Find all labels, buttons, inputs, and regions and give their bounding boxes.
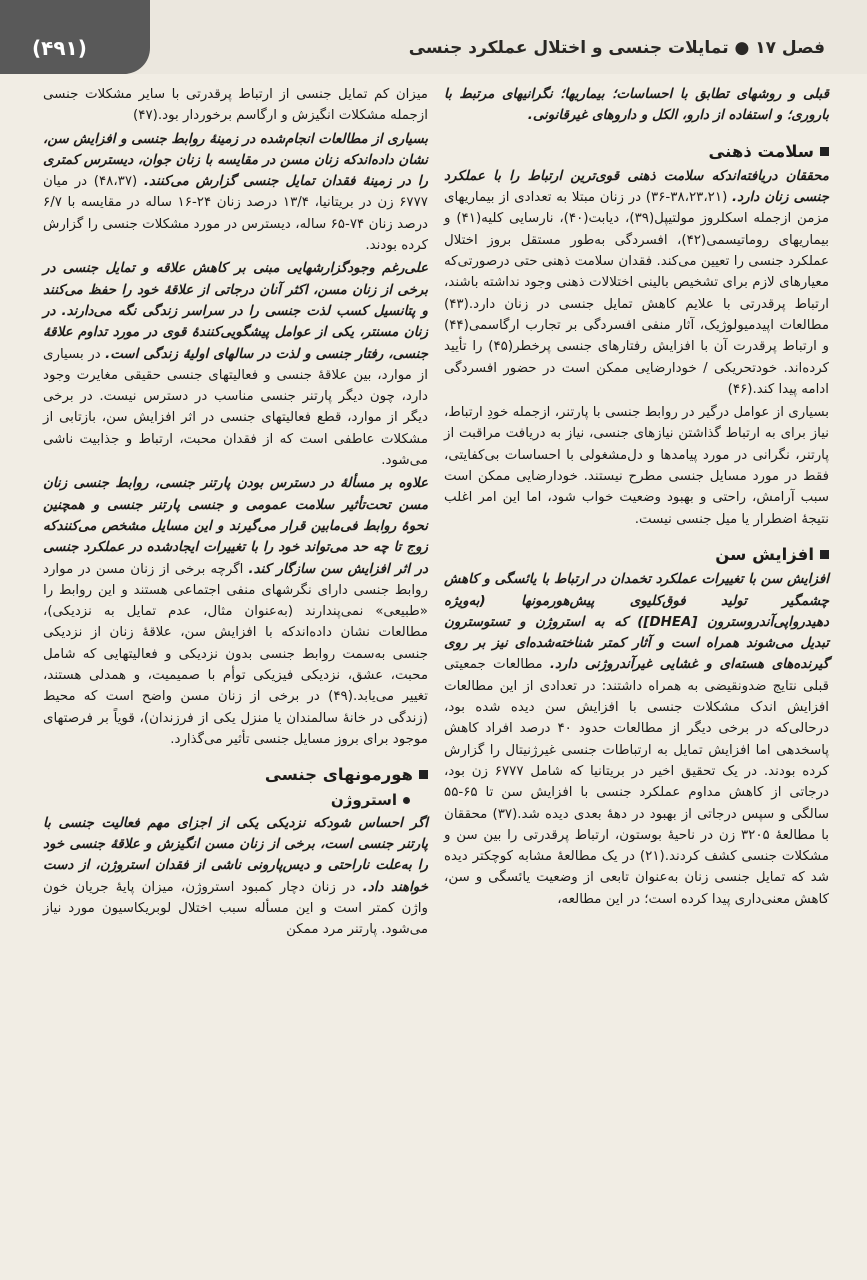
subheading-text: استروژن <box>330 790 397 809</box>
square-bullet-icon <box>820 550 829 559</box>
page-number-tab <box>0 0 150 74</box>
body-text: (۳۸،۲۳،۲۱-۳۶) در زنان مبتلا به تعدادی از بیماریهای مزمن ازجمله اسکلروز مولتیپل(۳۹)، دیابت(۴۰)، نارسایی کلیه(۴۱) و بیماریهای روماتیسمی(۴۲)، افسردگی به‌طور مستقل بروز اختلال عملکرد جنسی را تعیین می‌کند. فقدان سلامت ذهنی حتی درصورتی‌که معیارهای لازم برای تشخیص بالینی اختلالات ذهنی وجود نداشته باشند، ارتباط پرقدرتی با علایم کاهش تمایل جنسی در زنان دارد.(۴۳) مطالعات اپیدمیولوژیک، آثار منفی افسردگی بر تجارب ارگاسمی(۴۴) و ارتباط پرقدرت آن با افزایش رفتارهای جنسی پرخطر(۴۵) را تأیید کرده‌اند. خودتحریکی / خودارضایی ممکن است در حضور افسردگی ادامه پیدا کند.(۴۶) <box>444 190 830 397</box>
body-text: در بسیاری از موارد، بین علاقهٔ جنسی و فعالیتهای جنسی حقیقی مغایرت وجود دارد، چون دیگر پارتنر جنسی مناسب در دسترس نیست. در برخی دیگر از موارد، قطع فعالیتهای جنسی در اثر افزایش سن، بازتابی از مشکلات عاطفی است که از فقدان محبت، ارتباط و جذابیت ناشی می‌شود. <box>43 346 428 469</box>
left-paragraph-2 <box>43 129 428 257</box>
heading-text: سلامت ذهنی <box>708 141 814 161</box>
bold-text: علی‌رغم وجودگزارشهایی مبنی بر کاهش علاقه و تمایل جنسی در برخی از زنان مسن، اکثر آنان درجاتی از علاقهٔ خود را حفظ می‌کنند و پتانسیل کسب لذت جنسی را در سراسر زندگی نگه می‌دارند. در زنان مسنتر، یکی از عوامل پیشگویی‌کنندهٔ قوی در مورد تداوم علاقهٔ جنسی، رفتار جنسی و لذت در سالهای اولیهٔ زندگی است. <box>43 261 428 362</box>
left-column <box>43 84 428 943</box>
bold-text: علاوه بر مسألهٔ در دسترس بودن پارتنر جنسی، روابط جنسی زنان مسن تحت‌تأثیر سلامت عمومی و جنسی پارتنر جنسی و همچنین نحوهٔ روابط فی‌مابین قرار می‌گیرند و این مسایل مشخص می‌کنندکه زوج تا چه حد می‌تواند خود را با تغییرات ایجادشده در عملکرد جنسی در اثر افزایش سن سازگار کند. <box>43 476 428 577</box>
bold-text: اگر احساس شودکه نزدیکی یکی از اجزای مهم فعالیت جنسی با پارتنر جنسی است، برخی از زنان مسن انگیزش و علاقهٔ جنسی خود را به‌علت ناراحتی و دیس‌پارونی ناشی از فقدان استروژن، از دست خواهند داد. <box>43 815 429 895</box>
intro-paragraph <box>444 84 829 127</box>
heading-text: هورمونهای جنسی <box>264 765 413 785</box>
page-header <box>0 0 867 74</box>
section-heading-sex-hormones <box>43 764 428 785</box>
body-text: مطالعات جمعیتی قبلی نتایج ضدونقیضی به همراه داشتند: در تعدادی از این مطالعات افزایش اندک مشکلات جنسی با افزایش سن دیده شده بود، درحالی‌که در برخی دیگر از مطالعات حدود ۴۰ درصد افراد کاهش پاسخدهی اما افزایش تمایل به ارتباطات جنسی غیرژنیتال را گزارش کرده بودند. در یک تحقیق اخیر در بریتانیا که شامل ۶۷۷۷ زن بود، درجاتی از کاهش مداوم عملکرد جنسی با افزایش سن تا ۶۵-۵۵ سالگی و سپس درجاتی از بهبود در دههٔ بعدی دیده شد.(۳۷) محققان با مطالعهٔ ۳۲۰۵ زن در ناحیهٔ بوستون، ارتباط پرقدرتی را بین سن و مشکلات جنسی کشف کردند.(۲۱) در یک مطالعهٔ مشابه کوچکتر دیده شد که تمایل جنسی زنان به‌عنوان تابعی از وضعیت یائسگی و سن، کاهش معنی‌داری پیدا کرده است؛ در این مطالعه، <box>444 657 830 907</box>
estrogen-paragraph <box>43 813 428 941</box>
page-number: (۴۹۱) <box>32 36 87 60</box>
body-text: اگرچه برخی از زنان مسن در موارد روابط جنسی دارای نگرشهای منفی اجتماعی هستند و این روابط را «طبیعی» نمی‌پندارند (به‌عنوان مثال، عدم تمایل به نزدیکی)، مطالعات نشان داده‌اندکه با افزایش سن، علاقهٔ زنان از نزدیکی جنسی به‌سمت روابط جنسی بدون نزدیکی و فعالیتهایی که شامل محبت، عشق، نزدیکی فیزیکی توأم با صمیمیت، و همدلی هستند، تغییر می‌یابد.(۴۹) در برخی از زنان مسن واضح است که محیط (زندگی در خانهٔ سالمندان یا منزل یکی از فرزندان)، قویاً بر فرصتهای موجود برای بروز مسایل جنسی تأثیر می‌گذارد. <box>43 561 428 747</box>
left-paragraph-4 <box>43 473 428 750</box>
section-heading-aging <box>444 544 829 565</box>
bold-text: محققان دریافته‌اندکه سلامت ذهنی قوی‌ترین ارتباط را با عملکرد جنسی زنان دارد. <box>444 168 829 206</box>
right-column <box>444 84 829 912</box>
intro-text: قبلی و روشهای تطابق با احساسات؛ بیماریها؛ نگرانیهای مرتبط با باروری؛ و استفاده از دارو، الکل و داروهای غیرقانونی. <box>444 87 829 124</box>
heading-text: افزایش سن <box>715 544 814 564</box>
square-bullet-icon <box>419 770 428 779</box>
section-heading-mental-health <box>444 141 829 162</box>
left-paragraph-3 <box>43 258 428 471</box>
mental-health-paragraph-2: بسیاری از عوامل درگیر در روابط جنسی با پارتنر، ازجمله خودِ ارتباط، نیاز برای به ارتباط گذاشتن نیازهای جنسی، نیاز به دریافت مراقبت از پارتنر، نگرانی در مورد پیامدها و دل‌مشغولی با احساسات بی‌کفایتی، فقط در مورد مسایل جنسی مطرح نیستند. خودارضایی ممکن است سبب آرامش، راحتی و بهبود وضعیت خواب شود، اما این امر اغلب نتیجهٔ اضطرار یا میل جنسی نیست. <box>444 405 829 527</box>
body-text: (۴۸،۳۷) در میان ۶۷۷۷ زن در بریتانیا، ۱۳/۴ درصد زنان ۲۴-۱۶ ساله در مقایسه با ۶/۷ درصد زنان ۷۴-۶۵ ساله، دیسترس در مورد مشکلات جنسی را گزارش کرده بودند. <box>43 174 429 254</box>
bold-text: بسیاری از مطالعات انجام‌شده در زمینهٔ روابط جنسی و افزایش سن، نشان داده‌اندکه زنان مسن در مقایسه با زنان جوان، دیسترس کمتری را در زمینهٔ فقدان تمایل جنسی گزارش می‌کنند. <box>43 131 429 190</box>
square-bullet-icon <box>820 147 829 156</box>
left-paragraph-1: میزان کم تمایل جنسی از ارتباط پرقدرتی با سایر مشکلات جنسی ازجمله مشکلات انگیزش و ارگاسم برخوردار بود.(۴۷) <box>43 87 428 124</box>
round-bullet-icon <box>403 797 410 804</box>
bold-text: افزایش سن با تغییرات عملکرد تخمدان در ارتباط با یائسگی و کاهش چشمگیر تولید فوق‌کلیوی پیش‌هورمونها (به‌ویژه دهیدرواپی‌آندروسترون [DHEA]) که به استروژن و تستوسترون تبدیل می‌شوند همراه است و آثار کمتر شناخته‌شده‌ای نیز بر روی گیرنده‌های هسته‌ای و غشایی غیرآندروژنی دارد. <box>444 572 829 673</box>
aging-paragraph-1 <box>444 569 829 910</box>
body-text: در زنان دچار کمبود استروژن، میزان پایهٔ جریان خون واژن کمتر است و این مسأله سبب اختلال لوبریکاسیون مورد نیاز می‌شود. پارتنر مرد ممکن <box>43 879 428 938</box>
subheading-estrogen <box>43 790 410 811</box>
mental-health-paragraph-1 <box>444 166 829 400</box>
chapter-title: فصل ۱۷ ● تمایلات جنسی و اختلال عملکرد جنسی <box>408 38 825 58</box>
